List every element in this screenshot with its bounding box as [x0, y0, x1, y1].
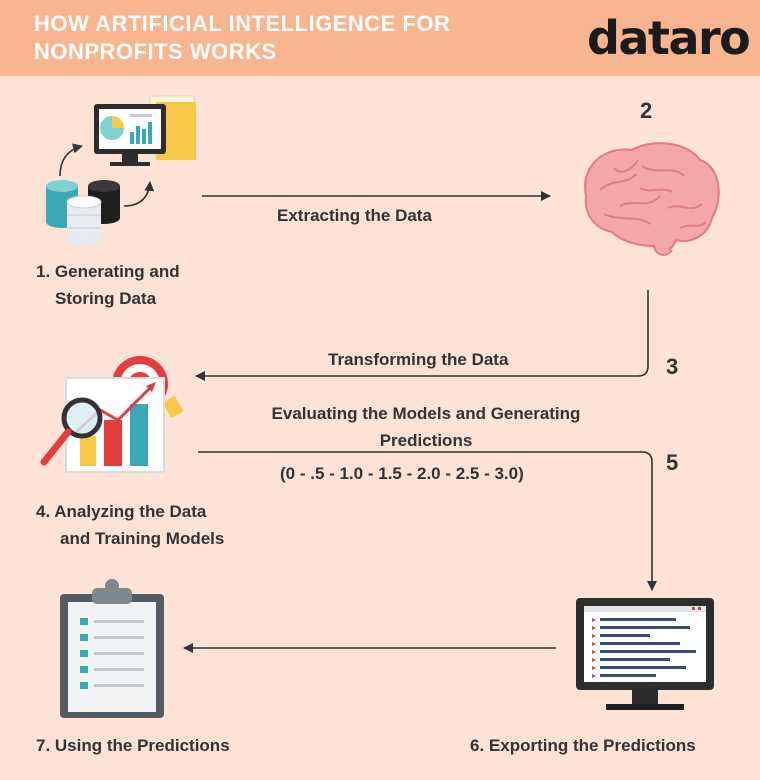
evaluate-scale: (0 - .5 - 1.0 - 1.5 - 2.0 - 2.5 - 3.0): [280, 464, 524, 483]
evaluate-label: Evaluating the Models and Generating Predictions: [271, 404, 581, 450]
step1-label: 1. Generating and Storing Data: [36, 262, 180, 308]
transform-label: Transforming the Data: [328, 350, 509, 369]
extract-label: Extracting the Data: [277, 206, 432, 225]
step6-label: 6. Exporting the Predictions: [470, 736, 696, 755]
brain-icon: [585, 143, 719, 255]
step7-label: 7. Using the Predictions: [36, 736, 230, 755]
clipboard-icon: [60, 579, 164, 718]
title-line-2: NONPROFITS WORKS: [34, 39, 277, 64]
step5-number: 5: [666, 450, 679, 475]
title-line-1: HOW ARTIFICIAL INTELLIGENCE FOR: [34, 11, 451, 36]
step2-number: 2: [640, 98, 653, 123]
database-computer-icon: [46, 96, 196, 246]
dataro-logo: dataro: [587, 11, 750, 65]
monitor-code-icon: [576, 598, 714, 710]
analytics-chart-icon: [44, 356, 184, 472]
step4-label: 4. Analyzing the Data and Training Models: [36, 502, 225, 548]
step3-number: 3: [666, 354, 679, 379]
